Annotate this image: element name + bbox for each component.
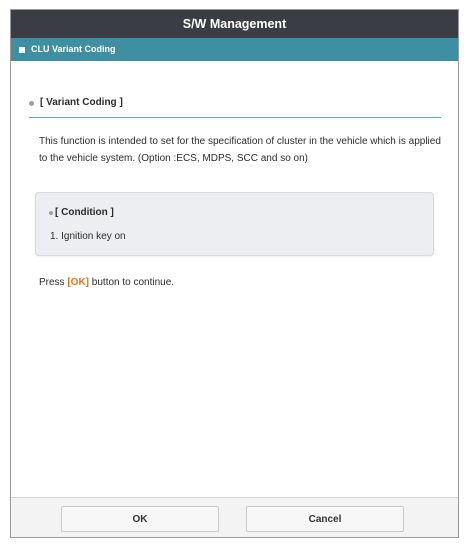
continue-instruction [39, 277, 174, 288]
bullet-icon [29, 101, 34, 106]
subheader-bar [11, 38, 458, 61]
instruction-suffix: button to continue. [89, 277, 175, 288]
sw-management-dialog [10, 9, 459, 538]
condition-box [35, 192, 434, 256]
condition-header [49, 207, 114, 218]
function-description: This function is intended to set for the specification of cluster in the vehicle which is applied to the vehicle system. (Option :ECS, MDPS, SCC and so on) [39, 136, 441, 164]
content-area [11, 61, 458, 501]
bullet-icon [49, 211, 53, 215]
subheader-label: CLU Variant Coding [31, 44, 116, 54]
window-title: S/W Management [11, 10, 458, 38]
section-header [29, 97, 441, 118]
instruction-prefix: Press [39, 277, 68, 288]
instruction-ok-highlight: [OK] [67, 277, 90, 288]
condition-title: [ Condition ] [55, 207, 114, 218]
square-bullet-icon [19, 47, 25, 53]
ok-button[interactable]: OK [61, 506, 219, 532]
section-title: [ Variant Coding ] [40, 97, 123, 108]
button-bar [11, 497, 458, 537]
cancel-button[interactable]: Cancel [246, 506, 404, 532]
condition-item: 1. Ignition key on [50, 231, 126, 242]
